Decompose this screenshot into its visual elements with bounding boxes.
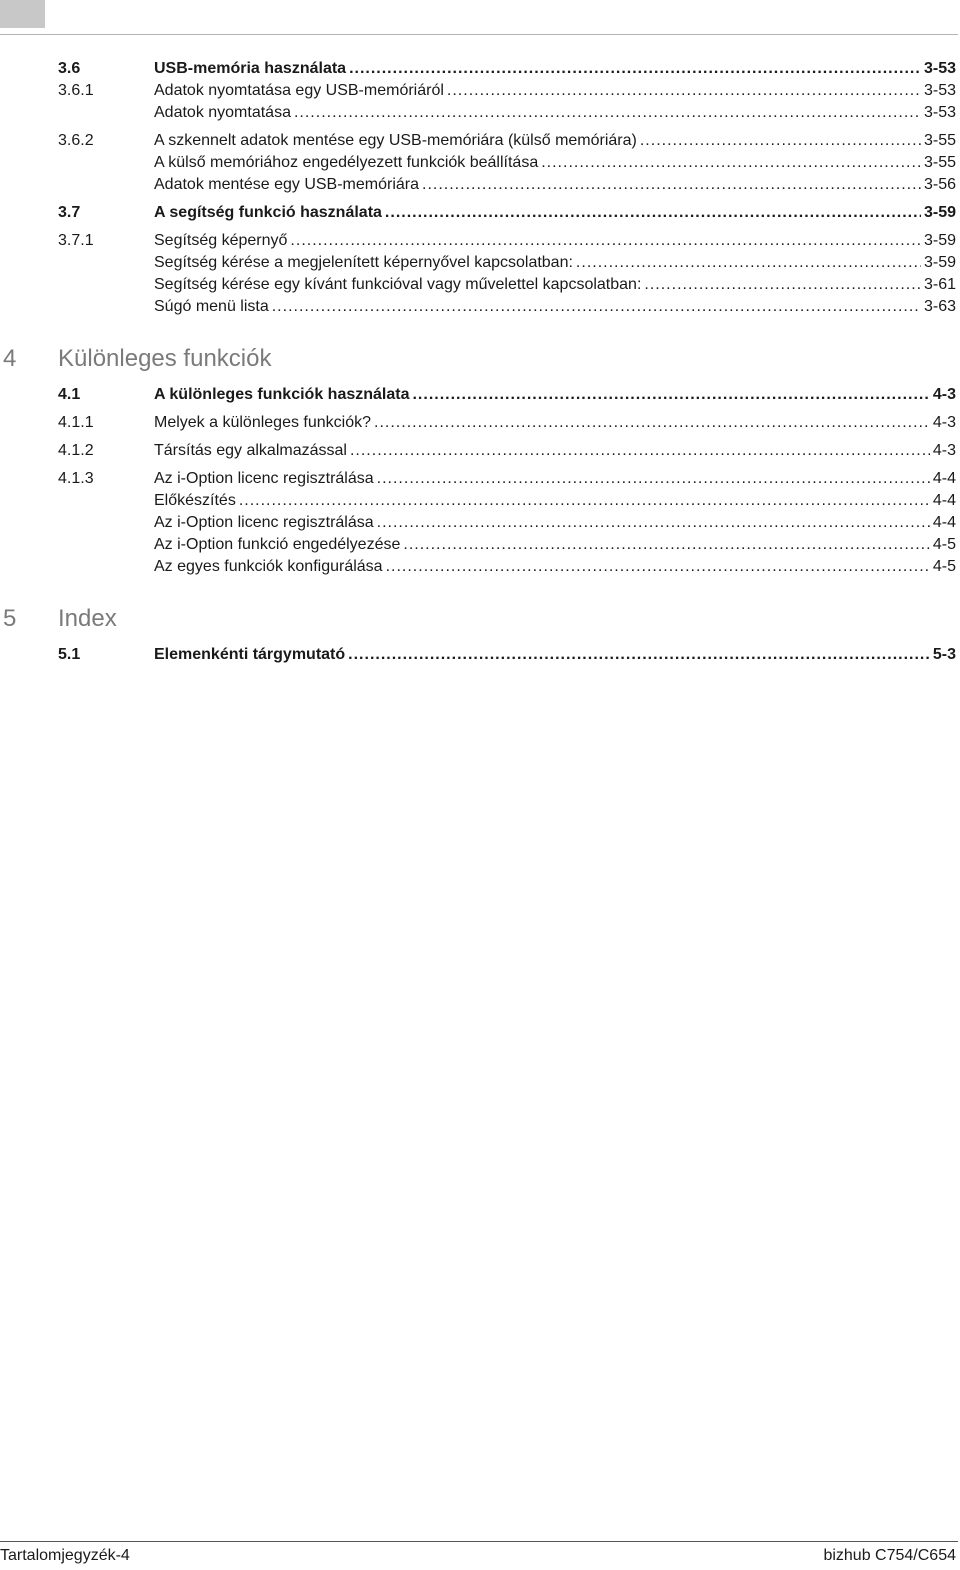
table-of-contents bbox=[0, 58, 958, 672]
dot-leader bbox=[294, 102, 921, 124]
toc-entry-page: 3-53 bbox=[923, 82, 956, 99]
footer-page-label: Tartalomjegyzék-4 bbox=[0, 1547, 130, 1564]
toc-group bbox=[0, 58, 958, 124]
toc-entry[interactable] bbox=[0, 490, 958, 512]
toc-entry-page: 3-61 bbox=[923, 276, 956, 293]
toc-entry-page: 4-4 bbox=[932, 514, 956, 531]
toc-entry-number: 3.7.1 bbox=[58, 232, 94, 249]
toc-entry-page: 5-3 bbox=[932, 646, 956, 663]
toc-entry-title: Adatok nyomtatása bbox=[154, 104, 291, 121]
toc-entry-number: 5.1 bbox=[58, 646, 81, 663]
toc-entry-page: 4-3 bbox=[932, 442, 956, 459]
toc-entry[interactable] bbox=[0, 440, 958, 462]
toc-entry-title: Az i-Option licenc regisztrálása bbox=[154, 514, 374, 531]
toc-entry[interactable] bbox=[0, 58, 958, 80]
toc-entry-page: 4-4 bbox=[932, 470, 956, 487]
toc-group bbox=[0, 412, 958, 434]
toc-entry[interactable] bbox=[0, 230, 958, 252]
toc-group bbox=[0, 468, 958, 578]
toc-entry-number: 3.7 bbox=[58, 204, 81, 221]
toc-entry-number: 4.1.1 bbox=[58, 414, 94, 431]
toc-entry-title: Az egyes funkciók konfigurálása bbox=[154, 558, 383, 575]
toc-entry-title: Adatok mentése egy USB-memóriára bbox=[154, 176, 419, 193]
toc-entry-title: Súgó menü lista bbox=[154, 298, 269, 315]
toc-entry[interactable] bbox=[0, 252, 958, 274]
chapter-number: 4 bbox=[3, 345, 17, 372]
toc-entry-page: 4-3 bbox=[932, 414, 956, 431]
footer-product-label: bizhub C754/C654 bbox=[823, 1547, 956, 1564]
toc-entry-title: Segítség kérése egy kívánt funkcióval vagy művelettel kapcsolatban: bbox=[154, 276, 642, 293]
toc-entry-title: A külső memóriához engedélyezett funkciók beállítása bbox=[154, 154, 539, 171]
toc-entry-title: Melyek a különleges funkciók? bbox=[154, 414, 372, 431]
toc-entry-number: 4.1 bbox=[58, 386, 81, 403]
toc-entry[interactable] bbox=[0, 152, 958, 174]
toc-entry-number: 4.1.3 bbox=[58, 470, 94, 487]
dot-leader bbox=[403, 534, 930, 556]
toc-entry-title: Adatok nyomtatása egy USB-memóriáról bbox=[154, 82, 444, 99]
toc-entry-title: Előkészítés bbox=[154, 492, 236, 509]
header-rule bbox=[0, 34, 958, 35]
dot-leader bbox=[348, 644, 930, 666]
toc-entry-number: 3.6 bbox=[58, 60, 81, 77]
dot-leader bbox=[447, 80, 921, 102]
dot-leader bbox=[386, 556, 930, 578]
chapter-title: Különleges funkciók bbox=[58, 345, 272, 372]
toc-entry[interactable] bbox=[0, 644, 958, 666]
dot-leader bbox=[377, 512, 930, 534]
toc-entry-page: 3-59 bbox=[923, 232, 956, 249]
dot-leader bbox=[422, 174, 921, 196]
toc-entry[interactable] bbox=[0, 412, 958, 434]
dot-leader bbox=[272, 296, 921, 318]
toc-entry[interactable] bbox=[0, 384, 958, 406]
toc-entry-title: Az i-Option funkció engedélyezése bbox=[154, 536, 401, 553]
toc-entry-page: 4-5 bbox=[932, 536, 956, 553]
toc-entry-title: A segítség funkció használata bbox=[154, 204, 382, 221]
toc-entry-page: 3-55 bbox=[923, 154, 956, 171]
toc-group bbox=[0, 644, 958, 666]
footer-rule bbox=[0, 1541, 958, 1542]
toc-entry-title: A különleges funkciók használata bbox=[154, 386, 410, 403]
toc-entry-title: Társítás egy alkalmazással bbox=[154, 442, 347, 459]
toc-group bbox=[0, 440, 958, 462]
dot-leader bbox=[541, 152, 921, 174]
dot-leader bbox=[576, 252, 921, 274]
toc-entry-page: 4-4 bbox=[932, 492, 956, 509]
toc-entry-number: 3.6.2 bbox=[58, 132, 94, 149]
toc-group bbox=[0, 230, 958, 318]
toc-entry[interactable] bbox=[0, 512, 958, 534]
toc-entry-page: 4-3 bbox=[932, 386, 956, 403]
toc-group bbox=[0, 202, 958, 224]
chapter-title: Index bbox=[58, 605, 117, 632]
toc-entry[interactable] bbox=[0, 130, 958, 152]
toc-entry-number: 3.6.1 bbox=[58, 82, 94, 99]
dot-leader bbox=[644, 274, 921, 296]
toc-entry-page: 3-56 bbox=[923, 176, 956, 193]
dot-leader bbox=[412, 384, 929, 406]
toc-entry-page: 3-63 bbox=[923, 298, 956, 315]
dot-leader bbox=[374, 412, 930, 434]
toc-entry-page: 3-53 bbox=[923, 104, 956, 121]
toc-entry[interactable] bbox=[0, 80, 958, 102]
toc-entry-title: Elemenkénti tárgymutató bbox=[154, 646, 346, 663]
toc-entry[interactable] bbox=[0, 274, 958, 296]
chapter-number: 5 bbox=[3, 605, 17, 632]
toc-entry-page: 3-55 bbox=[923, 132, 956, 149]
toc-entry-title: A szkennelt adatok mentése egy USB-memóriára (külső memóriára) bbox=[154, 132, 637, 149]
toc-entry-title: USB-memória használata bbox=[154, 60, 347, 77]
toc-entry[interactable] bbox=[0, 468, 958, 490]
dot-leader bbox=[377, 468, 930, 490]
dot-leader bbox=[640, 130, 921, 152]
toc-entry[interactable] bbox=[0, 202, 958, 224]
toc-entry[interactable] bbox=[0, 296, 958, 318]
toc-entry-page: 3-53 bbox=[923, 60, 956, 77]
toc-entry-title: Segítség képernyő bbox=[154, 232, 288, 249]
chapter-heading bbox=[0, 602, 958, 636]
toc-entry-number: 4.1.2 bbox=[58, 442, 94, 459]
toc-entry[interactable] bbox=[0, 174, 958, 196]
toc-entry-page: 3-59 bbox=[923, 204, 956, 221]
header-tab-decoration bbox=[0, 0, 45, 28]
dot-leader bbox=[350, 440, 930, 462]
toc-entry-page: 4-5 bbox=[932, 558, 956, 575]
toc-entry-title: Az i-Option licenc regisztrálása bbox=[154, 470, 374, 487]
dot-leader bbox=[290, 230, 921, 252]
dot-leader bbox=[239, 490, 930, 512]
toc-entry[interactable] bbox=[0, 534, 958, 556]
toc-entry-page: 3-59 bbox=[923, 254, 956, 271]
chapter-heading bbox=[0, 342, 958, 376]
toc-entry-title: Segítség kérése a megjelenített képernyővel kapcsolatban: bbox=[154, 254, 573, 271]
toc-group bbox=[0, 384, 958, 406]
toc-entry[interactable] bbox=[0, 102, 958, 124]
dot-leader bbox=[385, 202, 921, 224]
dot-leader bbox=[349, 58, 921, 80]
toc-entry[interactable] bbox=[0, 556, 958, 578]
toc-group bbox=[0, 130, 958, 196]
